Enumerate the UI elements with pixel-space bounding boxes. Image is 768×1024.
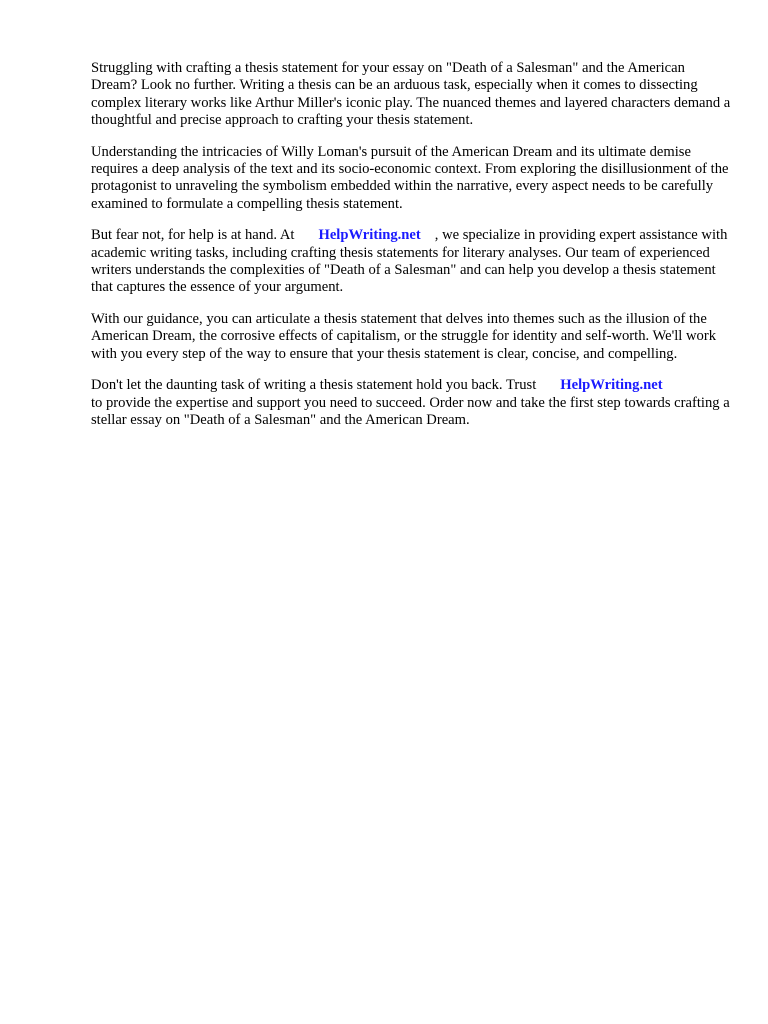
helpwriting-link-closing[interactable]: HelpWriting.net (560, 377, 663, 394)
helpwriting-link[interactable]: HelpWriting.net (318, 227, 421, 244)
paragraph-guidance: With our guidance, you can articulate a thesis statement that delves into themes such as the illusion of the American Dream, the corrosive effects of capitalism, or the struggle for identity and self-worth. We'll work with you every step of the way to ensure that your thesis statement is clear, concise, and compelling. (91, 310, 717, 362)
paragraph-service (91, 227, 731, 297)
paragraph-service-lead: But fear not, for help is at hand. At (91, 227, 295, 244)
paragraph-analysis: Understanding the intricacies of Willy Loman's pursuit of the American Dream and its ultimate demise requires a deep analysis of the text and its socio-economic context. From exploring the disillusionment of the protagonist to unraveling the symbolism embedded within the narrative, every aspect needs to be carefully examined to formulate a compelling thesis statement. (91, 143, 729, 212)
paragraph-intro: Struggling with crafting a thesis statement for your essay on "Death of a Salesman" and the American Dream? Look no further. Writing a thesis can be an arduous task, especially when it comes to dissecting complex literary works like Arthur Miller's iconic play. The nuanced themes and layered characters demand a thoughtful and precise approach to crafting your thesis statement. (91, 60, 731, 129)
paragraph-service-tail: , we specialize in providing expert assistance with academic writing tasks, including crafting thesis statements for literary analyses. Our team of experienced writers understands the complexities of "Death of a Salesman" and can help you develop a thesis statement that captures the essence of your argument. (91, 227, 728, 296)
document-body (91, 60, 731, 443)
paragraph-closing-tail: to provide the expertise and support you need to succeed. Order now and take the first step towards crafting a stellar essay on "Death of a Salesman" and the American Dream. (91, 394, 730, 428)
paragraph-closing (91, 377, 731, 429)
paragraph-closing-lead: Don't let the daunting task of writing a thesis statement hold you back. Trust (91, 377, 537, 394)
